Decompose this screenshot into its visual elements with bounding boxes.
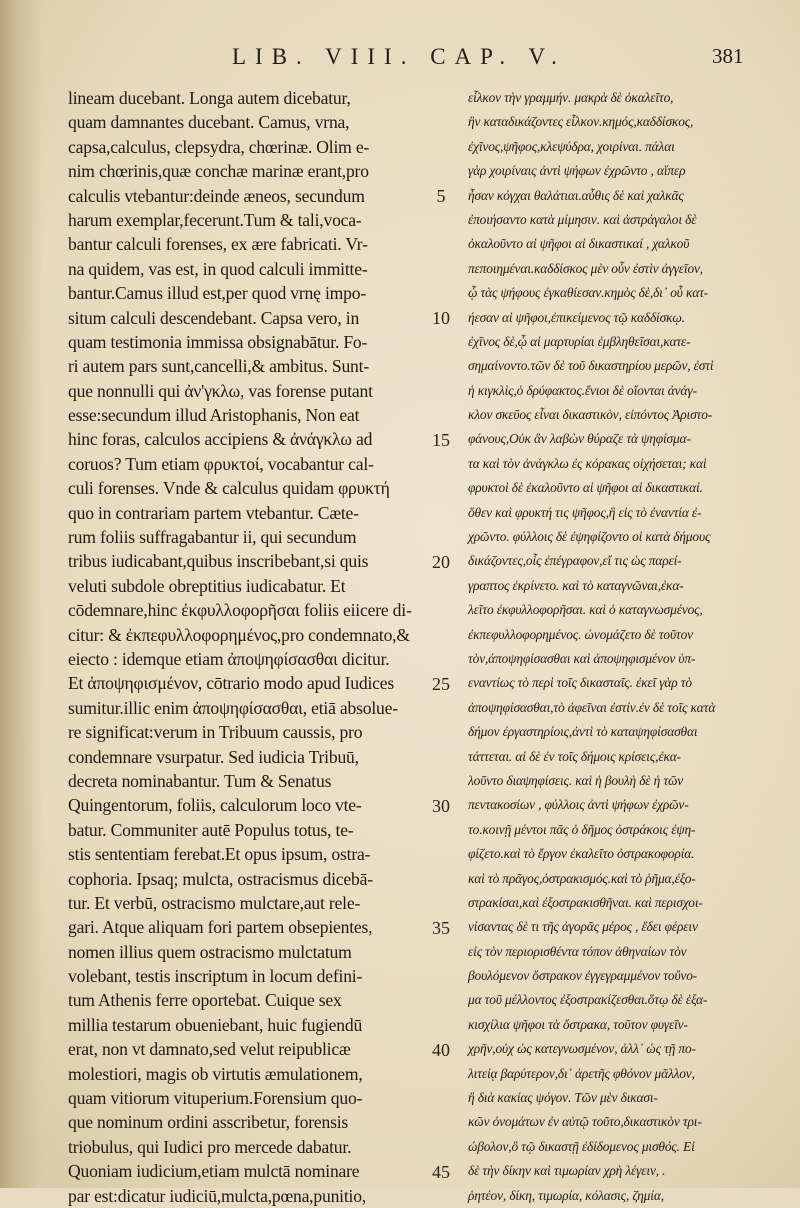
greek-text-line: τα καὶ τὸν ἀνάγκλω ἐς κόρακας οἰχήσεται; καὶ <box>468 455 707 471</box>
greek-text-line: τὸν,ἀποψηφίσασθαι καὶ ἀποψηφισμένον ὑπ- <box>468 650 696 666</box>
greek-text-line: πεντακοσίων , φύλλοις ἀντὶ ψήφων ἐχρῶν- <box>468 797 689 813</box>
latin-text-line: harum exemplar,fecerunt.Tum & tali,voca- <box>68 209 362 230</box>
latin-text-line: triobulus, qui Iudici pro mercede dabatur. <box>68 1136 352 1157</box>
latin-text-line: que nonnulli qui ἀν'γκλω, vas forense putant <box>68 380 373 401</box>
greek-text-line: ἦσαν κόγχαι θαλάτιαι.αὖθις δὲ καὶ χαλκᾶς <box>468 187 684 203</box>
line-number: 35 <box>432 917 450 938</box>
latin-text-line: quam vitiorum vituperium.Forensium quo- <box>68 1088 363 1109</box>
latin-text-line: cophoria. Ipsaq; mulcta, ostracismus dicebā- <box>68 868 373 889</box>
line-number: 25 <box>432 673 450 694</box>
greek-text-line: κισχίλια ψῆφοι τὰ ὄστρακα, τοῦτον φυγεῖν- <box>468 1016 688 1032</box>
latin-text-line: cōdemnare,hinc ἐκφυλλοφορῆσαι foliis eiicere di- <box>68 600 412 621</box>
greek-text-line: λιτείᾳ βαρύτερον,δι᾽ ἀρετῆς φθόνον μᾶλλον, <box>468 1065 695 1081</box>
latin-text-line: culi forenses. Vnde & calculus quidam φρυκτή <box>68 478 390 499</box>
greek-text-line: ἐχῖνος,ψῆφος,κλεψύδρα, χοιρίναι. πάλαι <box>468 138 675 154</box>
greek-text-line: ήεσαν αἱ ψῆφοι,ἐπικείμενος τῷ καδδίσκῳ. <box>468 309 685 325</box>
latin-text-line: decreta nominabantur. Tum & Senatus <box>68 770 332 791</box>
greek-text-line: ῥητέον, δίκη, τιμωρία, κόλασις, ζημία, <box>468 1187 664 1203</box>
latin-text-line: batur. Communiter autē Populus totus, te- <box>68 819 354 840</box>
latin-text-line: tribus iudicabant,quibus inscribebant,si quis <box>68 551 369 572</box>
latin-text-line: millia testarum obueniebant, huic fugiendū <box>68 1014 363 1035</box>
line-number: 30 <box>432 795 450 816</box>
latin-text-line: esse:secundum illud Aristophanis, Non eat <box>68 405 360 426</box>
greek-text-line: λοῦντο διαψηφίσεις. καὶ ἡ βουλὴ δὲ ἡ τῶν <box>468 772 684 788</box>
greek-text-line: δὲ τὴν δίκην καὶ τιμωρίαν χρὴ λέγειν, . <box>468 1163 666 1179</box>
latin-text-line: coruos? Tum etiam φρυκτοί, vocabantur cal- <box>68 453 374 474</box>
latin-text-line: lineam ducebant. Longa autem dicebatur, <box>68 88 351 108</box>
latin-text-line: tur. Et verbū, ostracismo mulctare,aut rele- <box>68 892 361 913</box>
greek-text-line: φάνους,Οὐκ ἂν λαβὼν θύραζε τὰ ψηφίσμα- <box>468 431 691 447</box>
latin-text-line: bantur.Camus illud est,per quod vrnę impo- <box>68 283 366 304</box>
latin-text-line: Quingentorum, foliis, calculorum loco vte- <box>68 795 362 816</box>
greek-text-line: ᾧ τὰς ψήφους ἐγκαθίεσαν.κημὸς δὲ,δι᾽ οὗ κατ- <box>468 285 709 301</box>
latin-text-line: volebant, testis inscriptum in locum defini- <box>68 966 363 987</box>
latin-text-line: quam testimonia immissa obsignabātur. Fo- <box>68 331 368 352</box>
greek-text-line: ἐχῖνος δὲ,ᾧ αἱ μαρτυρίαι ἐμβληθεῖσαι,κατε- <box>468 333 691 349</box>
greek-text-line: δικάζοντες,οἷς ἐπέγραφον,εἴ τις ὡς παρεί- <box>468 553 682 569</box>
line-number: 10 <box>432 307 450 328</box>
latin-text-line: bantur calculi forenses, ex ære fabricati. Vr- <box>68 234 368 255</box>
line-number: 5 <box>436 185 446 206</box>
greek-text-line: εναντίως τὸ περὶ τοῖς δικασταῖς. ἐκεῖ γὰρ τὸ <box>468 675 692 691</box>
greek-text-line: ἐκπεφυλλοφορημένος. ὠνομάζετο δὲ τοῦτον <box>468 626 693 642</box>
latin-text-line: ri autem pars sunt,cancelli,& ambitus. Sunt- <box>68 356 369 377</box>
greek-text-line: φίζετο.καὶ τὸ ἔργον ἐκαλεῖτο ὀστρακοφορία. <box>468 846 695 862</box>
greek-text-line: καὶ τὸ πρᾶγος,ὀστρακισμός.καὶ τὸ ῥῆμα,ἐξο- <box>468 870 696 886</box>
greek-text-line: τάττεται. αἱ δὲ ἐν τοῖς δήμοις κρίσεις,ἐκα- <box>468 748 681 764</box>
binding-gutter <box>0 0 42 1188</box>
latin-text-line: tum Athenis ferre oportebat. Cuique sex <box>68 990 342 1011</box>
greek-text-line: πεποιημέναι.καδδίσκος μὲν οὖν ἐστὶν ἀγγεῖον, <box>468 260 703 276</box>
greek-text-line: ώβολον,ὃ τῷ δικαστῇ ἐδίδομενος μισθός. Εἰ <box>468 1138 695 1154</box>
latin-text-line: veluti subdole obreptitius iudicabatur. Et <box>68 575 346 596</box>
latin-text-line: quo in contrariam partem vtebantur. Cæte- <box>68 502 359 523</box>
greek-text-line: νίσαντας δὲ τι τῆς ἀγορᾶς μέρος , ἔδει φέρειν <box>468 919 698 935</box>
latin-text-line: re significat:verum in Tribuum caussis, pro <box>68 722 363 743</box>
line-number: 40 <box>432 1039 450 1060</box>
greek-text-line: χρῆν,οὐχ ὡς κατεγνωσμένον, ἀλλ᾽ ὡς τῇ πο- <box>468 1041 696 1057</box>
latin-text-line: quam damnantes ducebant. Camus, vrna, <box>68 112 350 133</box>
greek-text-line: ἀποψηφίσασθαι,τὸ ἀφεῖναι ἐστίν.ἐν δὲ τοῖς κατὰ <box>468 699 716 715</box>
greek-text-line: φρυκτοὶ δὲ ἐκαλοῦντο αἱ ψῆφοι αἱ δικαστικαί. <box>468 480 703 496</box>
latin-text-line: eiecto : idemque etiam ἀποψηφίσασθαι dicitur. <box>68 648 390 669</box>
greek-text-line: ἡ κιγκλὶς,ὁ δρύφακτος.ἔνιοι δὲ οἴονται ἀνάγ- <box>468 382 697 398</box>
line-number: 20 <box>432 551 450 572</box>
greek-text-column <box>468 86 768 1208</box>
latin-text-line: rum foliis suffragabantur ii, qui secundum <box>68 527 357 548</box>
latin-text-line: nim chœrinis,quæ conchæ marinæ erant,pro <box>68 161 369 182</box>
latin-text-line: par est:dicatur iudiciū,mulcta,pœna,punitio, <box>68 1185 367 1206</box>
latin-text-column <box>68 86 424 1208</box>
greek-text-line: μα τοῦ μέλλοντος ἐξοστρακίζεσθαι.ὅτῳ δὲ ἑξα- <box>468 992 708 1008</box>
greek-text-line: ἢ διὰ κακίας ψόγον. Τῶν μὲν δικασι- <box>468 1090 658 1106</box>
greek-text-line: σημαίνοντο.τῶν δὲ τοῦ δικαστηρίου μερῶν, ἐστὶ <box>468 358 714 374</box>
greek-text-line: ὀκαλοῦντο αἱ ψῆφοι αἱ δικαστικαί , χαλκοῦ <box>468 236 690 252</box>
latin-text-line: capsa,calculus, clepsydra, chœrinæ. Olim e- <box>68 136 370 157</box>
greek-text-line: στρακίσαι,καὶ ἐξοστρακισθῆναι. καὶ περισχοι- <box>468 894 703 910</box>
latin-text-line: nomen illius quem ostracismo mulctatum <box>68 941 352 962</box>
greek-text-line: ἣν καταδικάζοντες εἷλκον.κημός,καδδίσκος, <box>468 114 694 130</box>
greek-text-line: ἐποιήσαντο κατὰ μίμησιν. καὶ ἀστράγαλοι δὲ <box>468 211 697 227</box>
latin-text-line: situm calculi descendebant. Capsa vero, in <box>68 307 360 328</box>
greek-text-line: γραπτος ἐκρίνετο. καὶ τὸ καταγνῶναι,ἐκα- <box>468 577 684 593</box>
greek-text-line: το.κοινῇ μέντοι πᾶς ὁ δῆμος ὀστράκοις ἐψη- <box>468 821 696 837</box>
greek-text-line: δήμον ἐργαστηρίοις,ἀντὶ τὸ καταψηφίσασθαι <box>468 724 698 740</box>
greek-text-line: χρῶντο. φύλλοις δὲ ἐψηφίζοντο οἱ κατὰ δήμους <box>468 529 711 545</box>
latin-text-line: gari. Atque aliquam fori partem obsepientes, <box>68 917 373 938</box>
line-number: 15 <box>432 429 450 450</box>
running-head: LIB. VIII. CAP. V. <box>232 44 566 69</box>
page-number: 381 <box>712 44 744 68</box>
page-header <box>0 44 800 78</box>
greek-text-line: ὅθεν καὶ φρυκτή τις ψῆφος,ἣ εἰς τὸ ἐναντία ἐ- <box>468 504 702 520</box>
latin-text-line: na quidem, vas est, in quod calculi immitte- <box>68 258 368 279</box>
greek-text-line: βουλόμενον ὄστρακον ἐγγεγραμμένον τοὔνο- <box>468 968 698 984</box>
greek-text-line: κλον σκεῦος εἶναι δικαστικὸν, εἰπόντος Ἀριστο- <box>468 407 713 423</box>
latin-text-line: Quoniam iudicium,etiam mulctā nominare <box>68 1161 360 1182</box>
greek-text-line: εἷλκον τὴν γραμμήν. μακρὰ δὲ ὀκαλεῖτο, <box>468 90 674 105</box>
greek-text-line: εἰς τὸν περιορισθέντα τόπον ἀθηναίων τὸν <box>468 943 687 959</box>
line-number: 45 <box>432 1161 450 1182</box>
latin-text-line: Et ἀποψηφισμένον, cōtrario modo apud Iudices <box>68 673 395 694</box>
latin-text-line: calculis vtebantur:deinde æneos, secundum <box>68 185 365 206</box>
latin-text-line: erat, non vt damnato,sed velut reipublicæ <box>68 1039 351 1060</box>
greek-text-line: κῶν ὀνομάτων ἐν αὐτῷ τοῦτο,δικαστικὸν τρι- <box>468 1114 702 1130</box>
latin-text-line: sumitur.illic enim ἀποψηφίσασθαι, etiā absolue- <box>68 697 398 718</box>
latin-text-line: stis sententiam ferebat.Et opus ipsum, ostra- <box>68 844 371 865</box>
latin-text-line: que nominum ordini asscribetur, forensis <box>68 1112 349 1133</box>
latin-text-line: molestiori, magis ob virtutis æmulationem, <box>68 1063 363 1084</box>
greek-text-line: γὰρ χοιρίναις ἀντὶ ψήφων ἐχρῶντο , αἵπερ <box>468 163 686 179</box>
latin-text-line: hinc foras, calculos accipiens & ἀνάγκλω ad <box>68 429 373 450</box>
latin-text-line: condemnare vsurpatur. Sed iudicia Tribuū, <box>68 746 359 767</box>
greek-text-line: λεῖτο ἐκφυλλοφορῆσαι. καὶ ὁ καταγνωσμένος, <box>468 602 703 618</box>
latin-text-line: citur: & ἐκπεφυλλοφορημένος,pro condemnato,& <box>68 624 410 645</box>
